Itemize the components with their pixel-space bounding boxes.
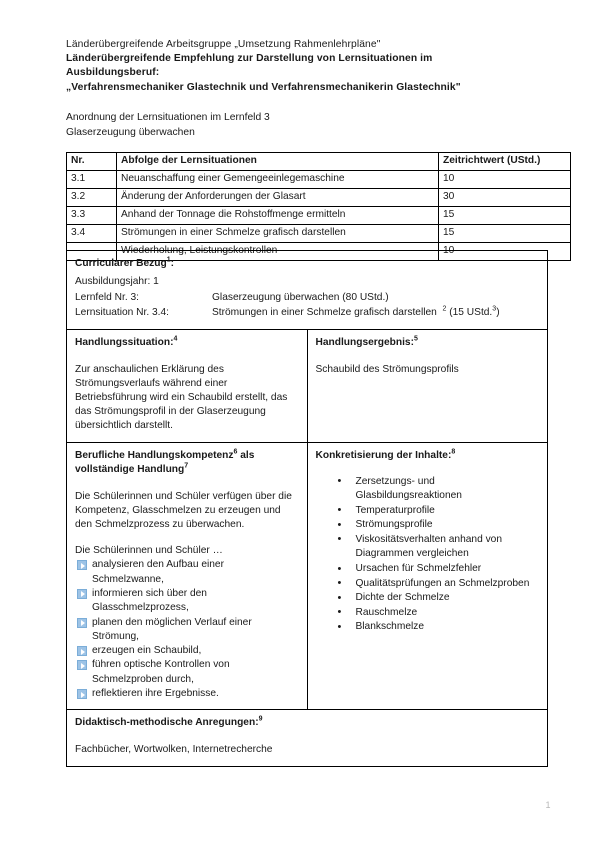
curricular-cell — [67, 251, 548, 330]
list-item-label: reflektieren ihre Ergebnisse. — [92, 688, 219, 699]
list-item: • Blankschmelze — [334, 620, 540, 635]
curricular-title-text: Curricularer Bezug — [75, 258, 167, 269]
play-arrow-icon — [77, 560, 87, 570]
cell-time: 30 — [439, 189, 571, 207]
footnote-marker: 4 — [173, 335, 178, 343]
list-item-label: analysieren den Aufbau einer Schmelzwanne, — [92, 559, 224, 585]
header-line-profession: „Verfahrensmechaniker Glastechnik und Verfahrensmechanikerin Glastechnik" — [66, 81, 461, 93]
curricular-row-year — [75, 274, 539, 290]
column-header-time: Zeitrichtwert (UStd.) — [439, 153, 571, 171]
subheading-line-1: Anordnung der Lernsituationen im Lernfeld 3 — [66, 112, 270, 123]
cell-nr: 3.3 — [67, 207, 117, 225]
list-item: • Strömungsprofile — [334, 518, 540, 533]
list-item: • Temperaturprofile — [334, 504, 540, 519]
cell-time: 10 — [439, 171, 571, 189]
list-item: • Rauschmelze — [334, 606, 540, 621]
curricular-title: Curricularer Bezug$^1$: — [75, 256, 175, 269]
table-row — [67, 207, 571, 225]
list-item-label: erzeugen ein Schaubild, — [92, 645, 202, 657]
list-item-label: informieren sich über den Glasschmelzprozess, — [92, 587, 207, 614]
list-item: • Dichte der Schmelze — [334, 591, 540, 606]
curricular-value: Glaserzeugung überwachen (80 UStd.) — [212, 291, 389, 303]
column-header-title: Abfolge der Lernsituationen — [117, 153, 439, 171]
didactics-title — [75, 716, 539, 730]
page-number: 1 — [545, 800, 551, 810]
play-arrow-icon — [77, 589, 87, 599]
learning-situation-table — [66, 250, 548, 767]
play-arrow-icon — [77, 646, 87, 656]
table-row — [67, 225, 571, 243]
curricular-label: Ausbildungsjahr: 1 — [75, 276, 159, 287]
competence-intro: Die Schülerinnen und Schüler verfügen über die Kompetenz, Glasschmelzen zu erzeugen und den Schmelzprozess zu überwachen. — [75, 490, 292, 530]
play-arrow-icon — [77, 618, 87, 628]
contents-title — [316, 449, 540, 463]
list-item — [75, 644, 299, 658]
contents-cell — [307, 442, 548, 710]
table-row — [67, 171, 571, 189]
cell-time: 15 — [439, 225, 571, 243]
situation-title — [75, 336, 299, 350]
situation-body: Zur anschaulichen Erklärung des Strömungsverlaufs während einer Betriebsführung wird ein Schaubild erstellt, das das Strömungsprofil in der Glaserzeugung übersichtlich darstellt. — [75, 363, 288, 432]
footnote-marker: 1 — [166, 256, 171, 264]
cell-title: Strömungen in einer Schmelze grafisch darstellen — [117, 225, 439, 243]
document-header — [66, 38, 548, 95]
curricular-rows — [75, 274, 539, 321]
competence-cell — [67, 442, 308, 710]
cell-title: Wiederholung, Leistungskontrollen — [117, 243, 439, 261]
list-item: • Qualitätsprüfungen an Schmelzproben — [334, 577, 540, 592]
didactics-row — [67, 710, 548, 766]
curricular-value — [212, 274, 539, 290]
competence-title-part1: Berufliche Handlungskompetenz — [75, 449, 234, 461]
curricular-hours: (15 UStd. — [449, 307, 493, 318]
situation-title-text: Handlungssituation: — [75, 336, 174, 348]
list-item — [75, 616, 299, 645]
header-line-title-1: Länderübergreifende Empfehlung zur Darstellung von Lernsituationen im — [66, 53, 433, 65]
curricular-row — [67, 251, 548, 330]
cell-time: 15 — [439, 207, 571, 225]
competence-action-list — [75, 558, 299, 701]
situation-cell — [67, 329, 308, 442]
list-item — [75, 658, 299, 687]
header-line-organisation: Länderübergreifende Arbeitsgruppe „Umsetzung Rahmenlehrpläne" — [66, 39, 381, 50]
situation-result-row — [67, 329, 548, 442]
curricular-value — [212, 305, 539, 321]
contents-title-text: Konkretisierung der Inhalte: — [315, 449, 452, 461]
result-cell — [307, 329, 548, 442]
result-title — [316, 336, 540, 350]
curricular-row-lernsituation — [75, 305, 539, 321]
footnote-marker: 6 — [233, 448, 238, 456]
contents-list — [316, 475, 540, 636]
competence-title-part2: als vollständige Handlung — [75, 449, 255, 475]
cell-title: Neuanschaffung einer Gemengeeinlegemaschine — [117, 171, 439, 189]
list-item — [75, 587, 299, 616]
curricular-label: Lernsituation Nr. 3.4: — [75, 307, 170, 318]
table-row — [67, 189, 571, 207]
result-body: Schaubild des Strömungsprofils — [315, 363, 459, 375]
list-item — [75, 687, 299, 701]
cell-nr: 3.4 — [67, 225, 117, 243]
footnote-marker: 3 — [492, 305, 497, 313]
list-item: • Zersetzungs- und Glasbildungsreaktionen — [334, 475, 540, 504]
play-arrow-icon — [77, 689, 87, 699]
footnote-marker: 8 — [451, 448, 456, 456]
competence-list-lead: Die Schülerinnen und Schüler … — [75, 545, 223, 557]
curricular-row-lernfeld — [75, 290, 539, 306]
cell-nr: 3.2 — [67, 189, 117, 207]
cell-title: Änderung der Anforderungen der Glasart — [117, 189, 439, 207]
footnote-marker: 9 — [258, 715, 263, 723]
list-item-label: führen optische Kontrollen von Schmelzproben durch, — [92, 659, 230, 685]
header-line-title-2: Ausbildungsberuf: — [66, 67, 160, 79]
cell-nr: 3.1 — [67, 171, 117, 189]
footnote-marker: 2 — [442, 305, 447, 313]
competence-title — [75, 449, 299, 477]
overview-table — [66, 152, 571, 261]
table-header-row — [67, 153, 571, 171]
didactics-body: Fachbücher, Wortwolken, Internetrecherche — [75, 744, 273, 756]
curricular-label: Lernfeld Nr. 3: — [75, 291, 139, 303]
competence-contents-row — [67, 442, 548, 710]
footnote-marker: 7 — [184, 462, 189, 470]
footnote-marker: 5 — [414, 335, 418, 343]
cell-time: 10 — [439, 243, 571, 261]
play-arrow-icon — [77, 660, 87, 670]
curricular-hours-end: ) — [496, 307, 500, 318]
cell-title: Anhand der Tonnage die Rohstoffmenge ermitteln — [117, 207, 439, 225]
document-subheading — [66, 111, 548, 140]
column-header-nr: Nr. — [67, 153, 117, 171]
didactics-title-text: Didaktisch-methodische Anregungen: — [75, 717, 259, 729]
list-item: • Ursachen für Schmelzfehler — [334, 562, 540, 577]
subheading-line-2: Glaserzeugung überwachen — [66, 126, 195, 138]
didactics-cell — [67, 710, 548, 766]
curricular-value-text: Strömungen in einer Schmelze grafisch darstellen — [212, 307, 437, 318]
list-item-label: planen den möglichen Verlauf einer Strömung, — [92, 616, 252, 642]
list-item — [75, 558, 299, 587]
list-item: • Viskositätsverhalten anhand von Diagrammen vergleichen — [334, 533, 540, 562]
result-title-text: Handlungsergebnis: — [315, 336, 414, 348]
